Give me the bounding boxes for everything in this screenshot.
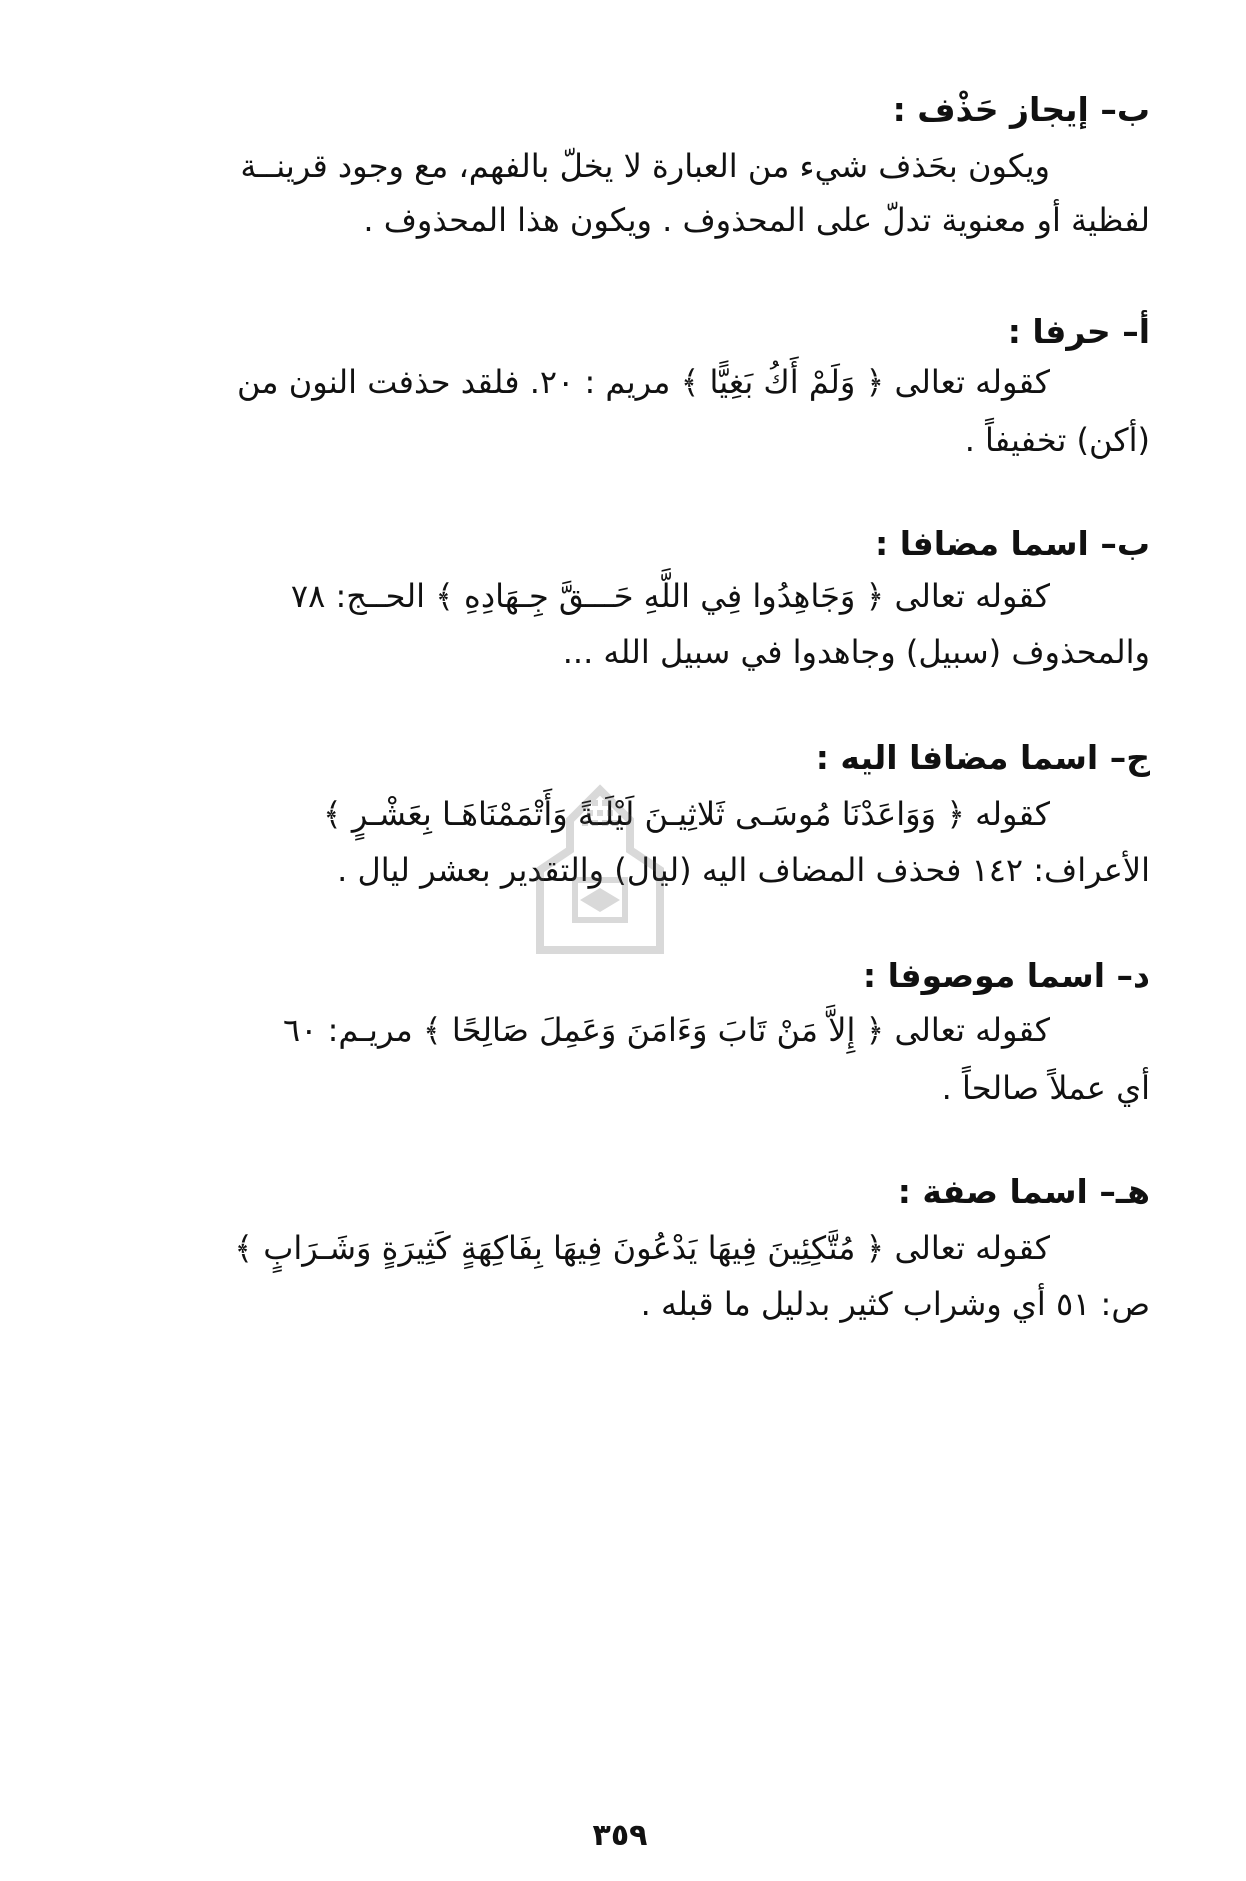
paragraph-line: كقوله تعالى ﴿ وَجَاهِدُوا فِي اللَّهِ حَـــقَّ جِـهَادِهِ ﴾ الحــج: ٧٨ [290,577,1050,615]
paragraph-line: والمحذوف (سبيل) وجاهدوا في سبيل الله ... [562,633,1150,671]
paragraph-line: لفظية أو معنوية تدلّ على المحذوف . ويكون هذا المحذوف . [363,201,1150,239]
paragraph-line: كقوله تعالى ﴿ مُتَّكِئِينَ فِيهَا يَدْعُونَ فِيهَا بِفَاكِهَةٍ كَثِيرَةٍ وَشَـرَابٍ ﴾ [234,1229,1050,1267]
section-heading: ب– إيجاز حَذْف : [892,90,1150,129]
section-heading: هـ– اسما صفة : [897,1172,1150,1211]
paragraph-line: الأعراف: ١٤٢ فحذف المضاف اليه (ليال) والتقدير بعشر ليال . [337,851,1150,889]
section-heading: ب– اسما مضافا : [875,524,1150,563]
section-heading: د– اسما موصوفا : [862,956,1150,995]
paragraph-line: أي عملاً صالحاً . [941,1069,1150,1107]
section-heading: ج– اسما مضافا اليه : [815,738,1150,777]
library-watermark-logo [500,780,700,980]
paragraph-line: ص: ٥١ أي وشراب كثير بدليل ما قبله . [640,1285,1150,1323]
paragraph-line: كقوله تعالى ﴿ إِلاَّ مَنْ تَابَ وَءَامَنَ وَعَمِلَ صَالِحًا ﴾ مريـم: ٦٠ [283,1011,1050,1049]
paragraph-line: كقوله تعالى ﴿ وَلَمْ أَكُ بَغِيًّا ﴾ مريم : ٢٠. فلقد حذفت النون من [237,363,1050,401]
section-heading: أ– حرفا : [1007,312,1150,351]
page-number: ٣٥٩ [592,1818,648,1853]
paragraph-line: كقوله ﴿ وَوَاعَدْنَا مُوسَـى ثَلاثِيـنَ لَيْلَـةً وَأَتْمَمْنَاهَـا بِعَشْـرٍ ﴾ [322,795,1050,833]
paragraph-line: ويكون بحَذف شيء من العبارة لا يخلّ بالفهم، مع وجود قرينــة [240,147,1050,185]
paragraph-line: (أكن) تخفيفاً . [964,421,1150,459]
